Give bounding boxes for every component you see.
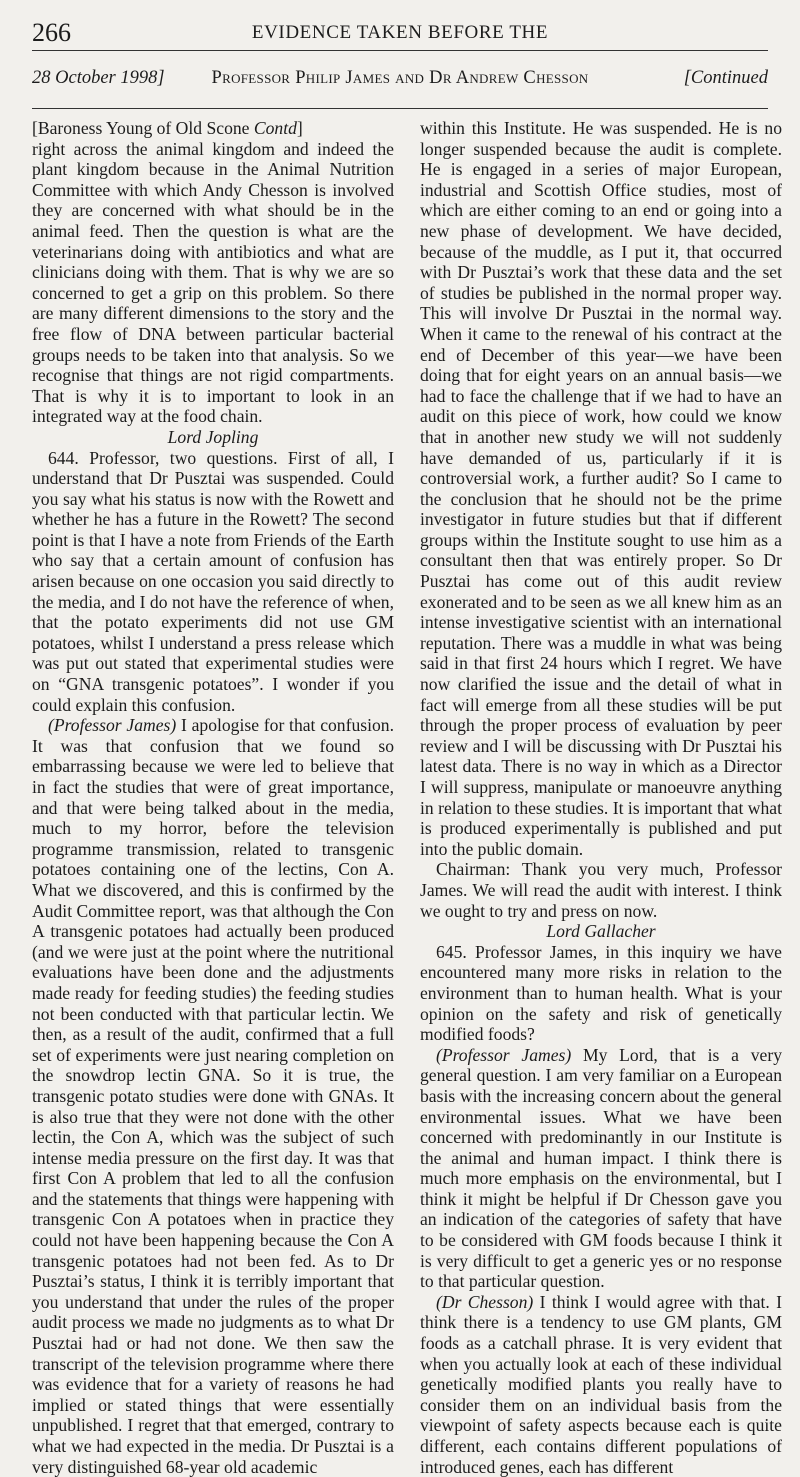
header-rule-top: [32, 50, 768, 51]
left-column: [32, 118, 394, 1477]
header-rule-bottom: [32, 108, 768, 109]
question-645: 645. Professor James, in this inquiry we have encountered many more risks in relation to the environment than to human health. What is your opinion on the safety and risk of genetically modified foods?: [420, 941, 782, 1045]
running-title: EVIDENCE TAKEN BEFORE THE: [251, 22, 549, 43]
session-date: 28 October 1998]: [32, 68, 165, 88]
answer-paragraph: (Professor James) My Lord, that is a very general question. I am very familiar on a European basis with the increasing concern about the general environmental issues. What we have been concerned with predominantly in our Institute is the animal and human impact. I think there is much more emphasis on the environmental, but I think it might be helpful if Dr Chesson gave you an indication of the categories of safety that have to be considered with GM foods because I think it is very difficult to get a generic yes or no response to that particular question.: [420, 1044, 782, 1292]
running-head: [32, 14, 768, 48]
answer-speaker: (Professor James): [436, 1044, 572, 1065]
paragraph: right across the animal kingdom and indeed the plant kingdom because in the Animal Nutrition Committee with which Andy Chesson is involved they are concerned with what should be in the animal feed. Then the question is what are the veterinarians doing with antibiotics and what are clinicians doing with them. That is why we are so concerned to get a grip on this problem. So there are many different dimensions to the story and the free flow of DNA between particular bacterial groups needs to be taken into that analysis. So we recognise that things are not rigid compartments. That is why it is to important to look in an integrated way at the food chain.: [32, 138, 394, 427]
witnesses-line: Professor Philip James and Dr Andrew Chesson: [211, 68, 589, 88]
paragraph: within this Institute. He was suspended. He is no longer suspended because the audit is complete. He is engaged in a series of major European, industrial and Scottish Office studies, most of which are either coming to an end or going into a new phase of development. We have decided, because of the muddle, as I put it, that occurred with Dr Pusztai’s work that these data and the set of studies be published in the normal proper way. This will involve Dr Pusztai in the normal way. When it came to the renewal of his contract at the end of December of this year—we have been doing that for eight years on an annual basis—we had to face the challenge that if we had to have an audit on this piece of work, how could we know that in another new study we will not suddenly have demanded of us, particularly if it is controversial work, a further audit? So I came to the conclusion that he should not be the prime investigator in future studies but that if different groups within the Institute sought to use him as a consultant then that was entirely proper. So Dr Pusztai has come out of this audit review exonerated and to be seen as we all knew him as an intense investigative scientist with an international reputation. There was a muddle in what was being said in that first 24 hours which I regret. We have now clarified the issue and the detail of what in fact will emerge from all these studies will be put through the proper process of evaluation by peer review and I will be discussing with Dr Pusztai his latest data. There is no way in which as a Director I will suppress, manipulate or manoeuvre anything in relation to these studies. It is important that what is produced experimentally is published and put into the public domain.: [420, 118, 783, 859]
right-column: [420, 118, 782, 1477]
speaker-heading: Lord Gallacher: [546, 921, 656, 942]
answer-paragraph: (Professor James) I apologise for that confusion. It was that confusion that we found so embarrassing because we were led to believe that in fact the studies that were of great importance, and that were being talked about in the media, much to my horror, before the television programme transmission, related to transgenic potatoes containing one of the lectins, Con A. What we discovered, and this is confirmed by the Audit Committee report, was that although the Con A transgenic potatoes had actually been produced (and we were just at the point where the nutritional evaluations have been done and the adjustments made ready for feeding studies) the feeding studies not been conducted with that particular lectin. We then, as a result of the audit, confirmed that a full set of experiments were just nearing completion on the snowdrop lectin GNA. So it is true, the transgenic potato studies were done with GNAs. It is also true that they were not done with the other lectin, the Con A, which was the subject of such intense media pressure on the first day. It was that first Con A problem that led to all the confusion and the statements that things were happening with transgenic Con A potatoes when in practice they could not have been happening because the Con A transgenic potatoes had not been fed. As to Dr Pusztai’s status, I think it is terribly important that you understand that under the rules of the proper audit process we made no judgments as to what Dr Pusztai had or had not done. We then saw the transcript of the television programme where there was evidence that for a variety of reasons he had implied or stated things that were essentially unpublished. I regret that that emerged, contrary to what we had expected in the media. Dr Pusztai is a very distinguished 68-year old academic: [32, 715, 394, 1477]
chairman-remark: Chairman: Thank you very much, Professor James. We will read the audit with interest. I think we ought to try and press on now.: [420, 859, 782, 921]
continued-marker: [Continued: [683, 68, 768, 88]
answer-speaker: (Dr Chesson): [436, 1291, 534, 1312]
page-number: 266: [32, 18, 71, 47]
session-subhead: [32, 62, 768, 102]
speaker-heading: Lord Jopling: [167, 426, 259, 447]
speaker-context: [Baroness Young of Old Scone Contd]: [32, 118, 303, 138]
answer-speaker: (Professor James): [48, 715, 177, 736]
question-644: 644. Professor, two questions. First of all, I understand that Dr Pusztai was suspended. Could you say what his status is now with the Rowett and whether he has a future in the Rowett? The second point is that I have a note from Friends of the Earth who say that a certain amount of confusion has arisen because on one occasion you said directly to the media, and I do not have the reference of when, that the potato experiments did not use GM potatoes, whilst I understand a press release which was put out stated that experimental studies were on “GNA transgenic potatoes”. I wonder if you could explain this confusion.: [32, 447, 394, 715]
answer-paragraph: (Dr Chesson) I think I would agree with that. I think there is a tendency to use GM plants, GM foods as a catchall phrase. It is very evident that when you actually look at each of these individual genetically modified plants you really have to consider them on an individual basis from the viewpoint of safety aspects because each is quite different, each contains different populations of introduced genes, each has different: [420, 1291, 783, 1477]
